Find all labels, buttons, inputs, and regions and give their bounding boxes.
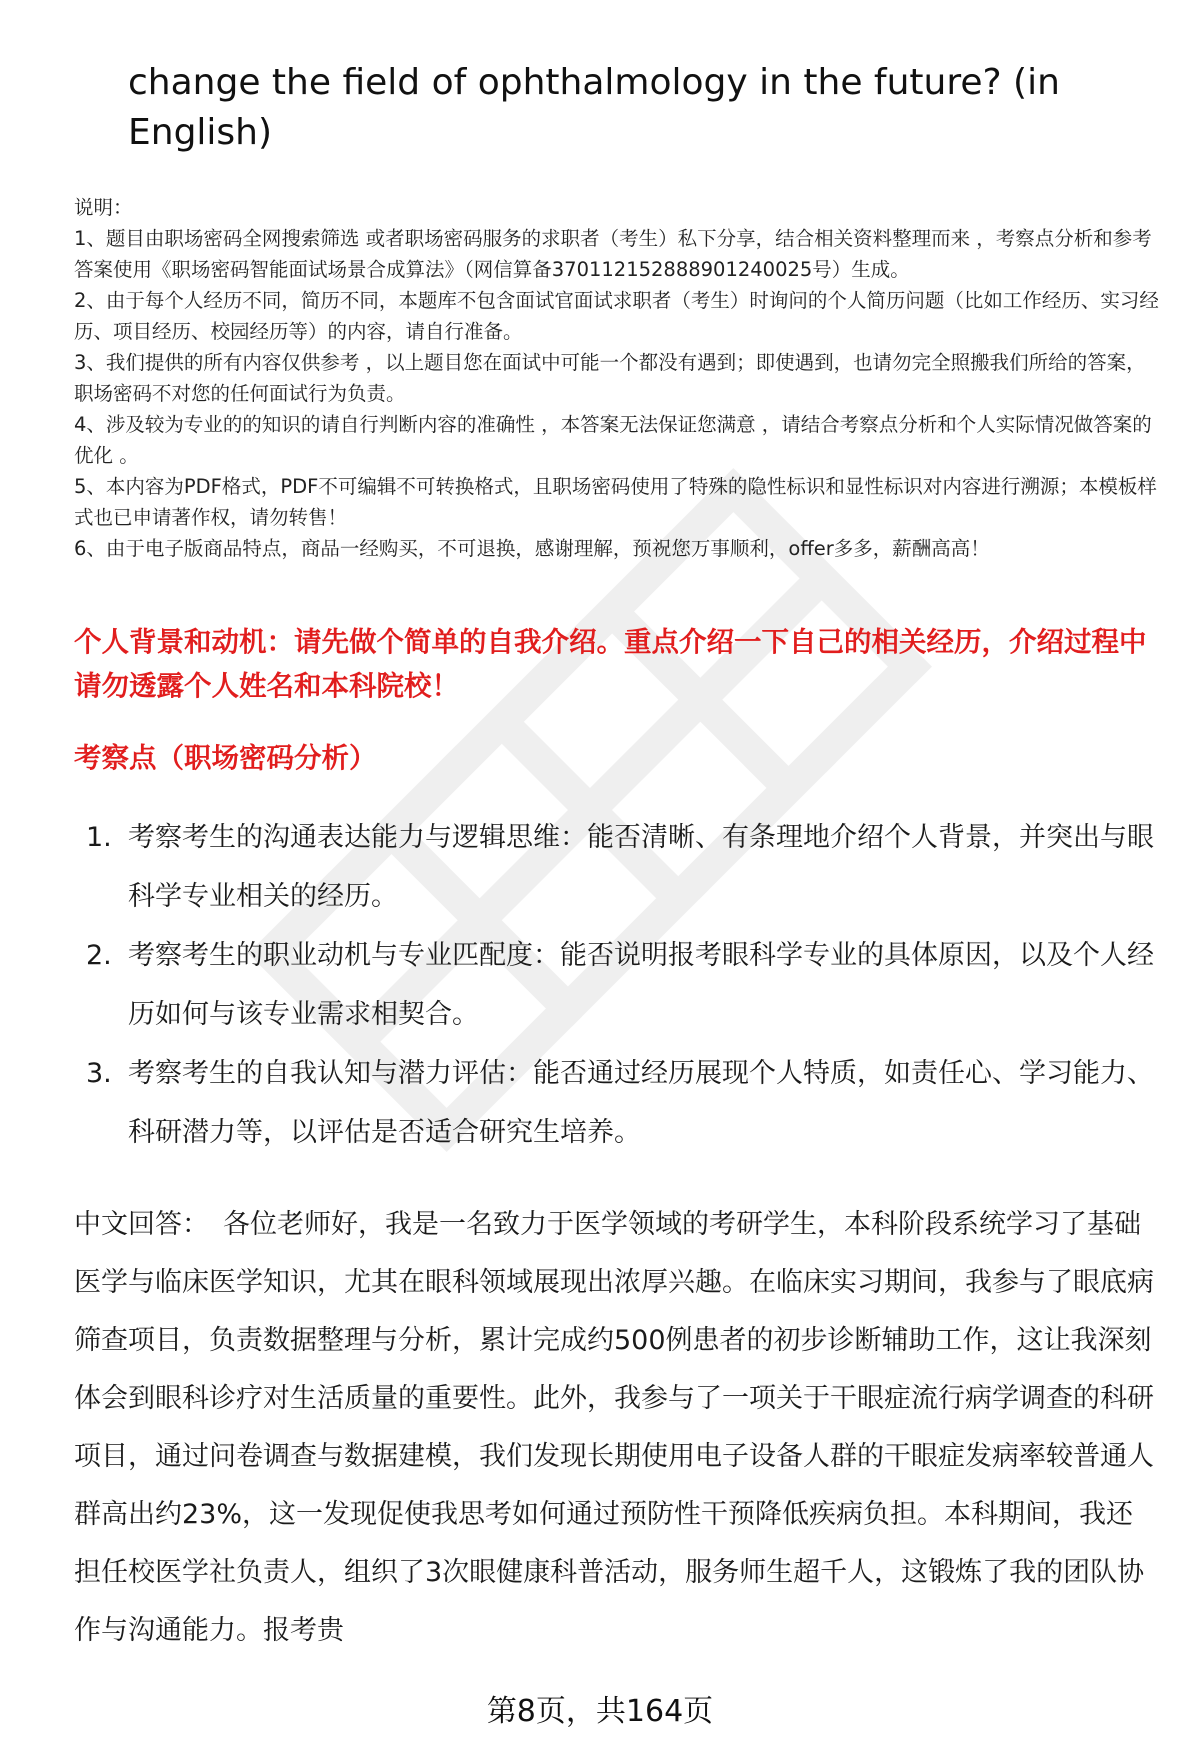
disclaimer-notes [74, 192, 1164, 564]
answer-text: 各位老师好，我是一名致力于医学领域的考研学生，本科阶段系统学习了基础医学与临床医学知识，尤其在眼科领域展现出浓厚兴趣。在临床实习期间，我参与了眼底病筛查项目，负责数据整理与分析，累计完成约500例患者的初步诊断辅助工作，这让我深刻体会到眼科诊疗对生活质量的重要性。此外，我参与了一项关于干眼症流行病学调查的科研项目，通过问卷调查与数据建模，我们发现长期使用电子设备人群的干眼症发病率较普通人群高出约23%，这一发现促使我思考如何通过预防性干预降低疾病负担。本科期间，我还担任校医学社负责人，组织了3次眼健康科普活动，服务师生超千人，这锻炼了我的团队协作与沟通能力。报考贵 [74, 1209, 1154, 1646]
list-item [74, 926, 1154, 1044]
note-item: 1、题目由职场密码全网搜索筛选 或者职场密码服务的求职者（考生）私下分享，结合相关资料整理而来 ，考察点分析和参考答案使用《职场密码智能面试场景合成算法》（网信算备370112152888901240025号）生成。 [74, 227, 1152, 281]
note-item: 3、我们提供的所有内容仅供参考 ，以上题目您在面试中可能一个都没有遇到；即使遇到，也请勿完全照搬我们所给的答案，职场密码不对您的任何面试行为负责。 [74, 351, 1146, 405]
question-text: change the field of ophthalmology in the future? (in English) [128, 62, 1060, 153]
list-item [74, 1044, 1154, 1162]
page-number: 第8页，共164页 [486, 1694, 714, 1729]
list-text: 考察考生的自我认知与潜力评估：能否通过经历展现个人特质，如责任心、学习能力、科研潜力等，以评估是否适合研究生培养。 [128, 1058, 1154, 1148]
note-item: 4、涉及较为专业的的知识的请自行判断内容的准确性 ，本答案无法保证您满意 ，请结合考察点分析和个人实际情况做答案的优化 。 [74, 413, 1152, 467]
answer-label: 中文回答： [74, 1209, 209, 1240]
list-number: 3. [86, 1058, 112, 1089]
analysis-points [74, 808, 1154, 1162]
notes-heading: 说明： [74, 196, 133, 219]
note-item: 5、本内容为PDF格式，PDF不可编辑不可转换格式，且职场密码使用了特殊的隐性标识和显性标识对内容进行溯源；本模板样式也已申请著作权，请勿转售！ [74, 475, 1157, 529]
list-number: 1. [86, 822, 112, 853]
list-text: 考察考生的沟通表达能力与逻辑思维：能否清晰、有条理地介绍个人背景，并突出与眼科学专业相关的经历。 [128, 822, 1154, 912]
list-item [74, 808, 1154, 926]
note-item: 2、由于每个人经历不同，简历不同，本题库不包含面试官面试求职者（考生）时询问的个人简历问题（比如工作经历、实习经历、项目经历、校园经历等）的内容，请自行准备。 [74, 289, 1159, 343]
list-text: 考察考生的职业动机与专业匹配度：能否说明报考眼科学专业的具体原因，以及个人经历如何与该专业需求相契合。 [128, 940, 1154, 1030]
list-number: 2. [86, 940, 112, 971]
analysis-heading: 考察点（职场密码分析） [74, 742, 377, 774]
interview-prompt-heading: 个人背景和动机：请先做个简单的自我介绍。重点介绍一下自己的相关经历，介绍过程中请勿透露个人姓名和本科院校！ [74, 626, 1147, 702]
answer-paragraph [74, 1196, 1154, 1660]
note-item: 6、由于电子版商品特点，商品一经购买，不可退换，感谢理解，预祝您万事顺利，offer多多，薪酬高高！ [74, 537, 990, 560]
